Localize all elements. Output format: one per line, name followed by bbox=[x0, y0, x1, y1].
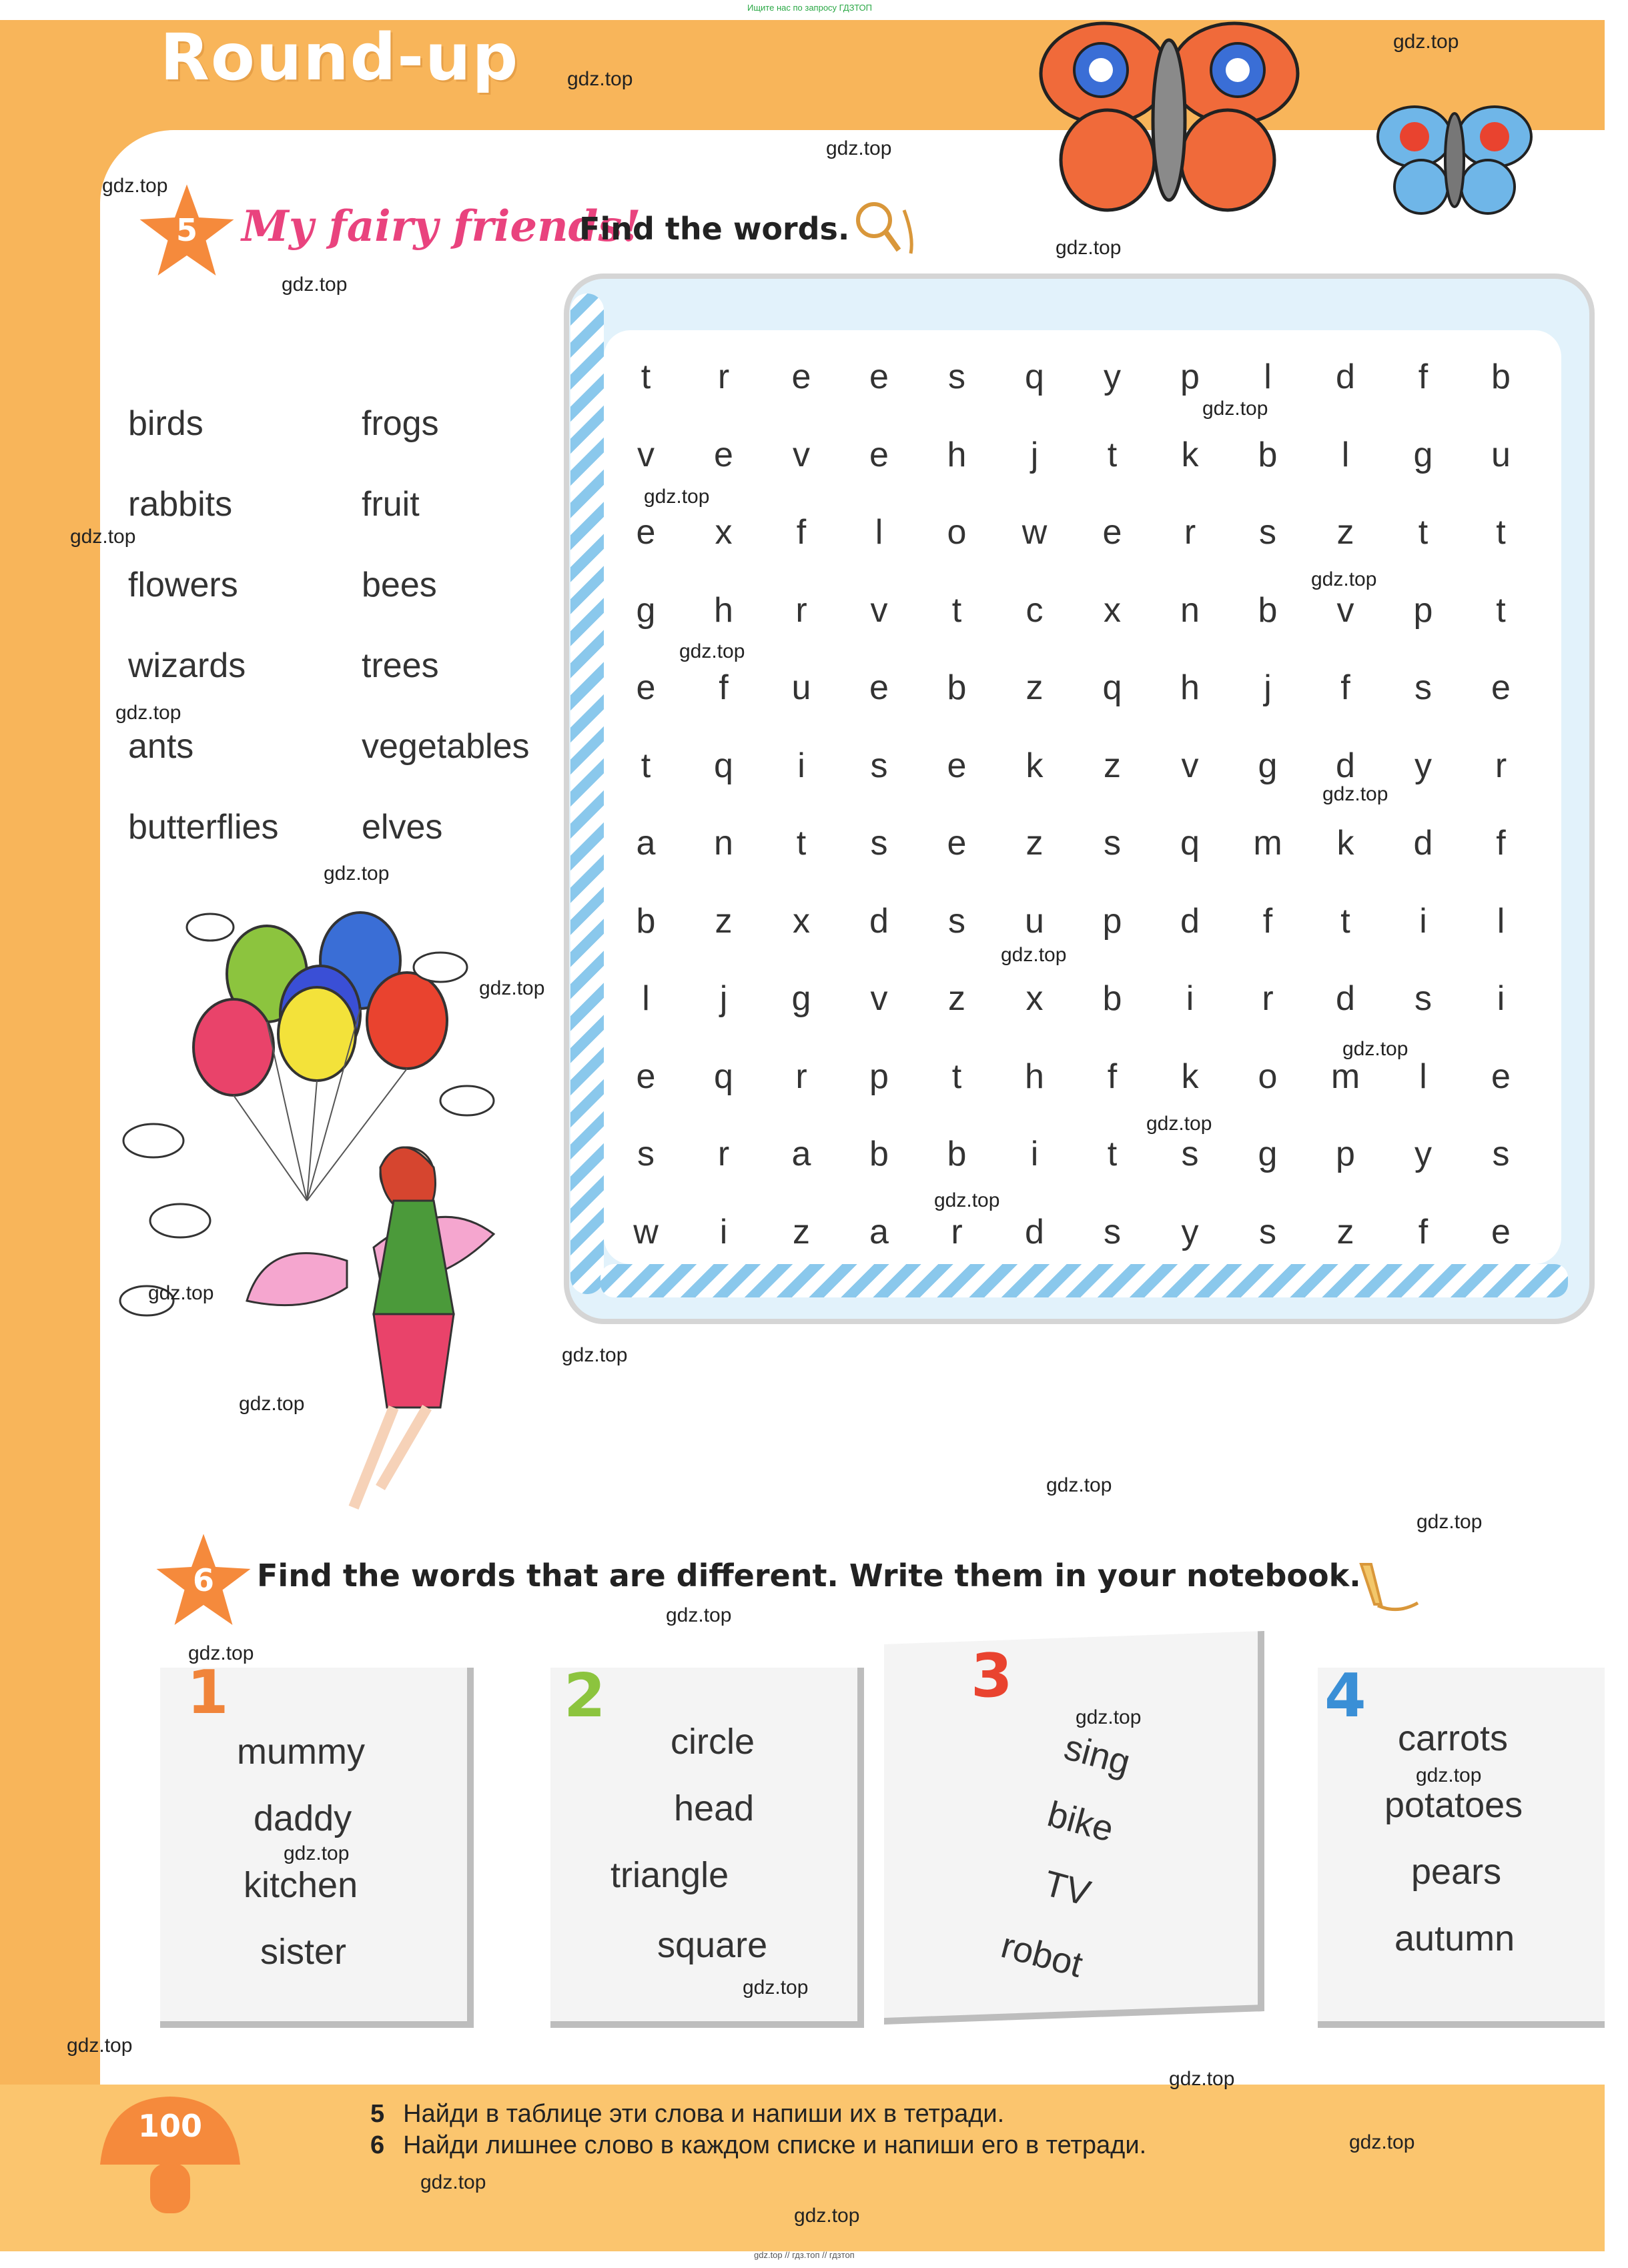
exercise-6-instruction: Find the words that are different. Write them in your notebook. bbox=[257, 1558, 1361, 1594]
watermark: gdz.top bbox=[1311, 568, 1377, 590]
word-group-number: 1 bbox=[187, 1658, 229, 1728]
grid-letter: o bbox=[947, 513, 967, 552]
grid-letter: p bbox=[1336, 1135, 1355, 1173]
word-list-item: flowers bbox=[128, 566, 238, 604]
grid-letter: e bbox=[869, 435, 889, 474]
grid-letter: f bbox=[1262, 901, 1273, 941]
grid-letter: b bbox=[1258, 590, 1278, 630]
grid-letter: n bbox=[1180, 590, 1200, 630]
watermark: gdz.top bbox=[826, 137, 892, 159]
grid-letter: b bbox=[869, 1135, 889, 1173]
watermark: gdz.top bbox=[148, 1282, 214, 1304]
watermark: gdz.top bbox=[1001, 944, 1067, 966]
watermark: gdz.top bbox=[239, 1393, 305, 1415]
word-group-item: bike bbox=[1043, 1794, 1118, 1850]
grid-letter: y bbox=[1104, 358, 1121, 396]
word-list-item: rabbits bbox=[128, 485, 233, 524]
grid-letter: e bbox=[636, 668, 656, 707]
grid-letter: n bbox=[714, 824, 733, 863]
grid-letter: r bbox=[951, 1212, 963, 1251]
grid-letter: f bbox=[1418, 358, 1429, 396]
grid-letter: s bbox=[1259, 513, 1276, 552]
grid-letter: b bbox=[1102, 979, 1122, 1018]
grid-letter: c bbox=[1026, 590, 1044, 630]
grid-letter: s bbox=[1104, 824, 1121, 863]
watermark: gdz.top bbox=[567, 68, 633, 90]
grid-letter: j bbox=[1030, 435, 1039, 474]
watermark: gdz.top bbox=[282, 273, 348, 296]
grid-letter: f bbox=[1340, 668, 1350, 707]
grid-letter: e bbox=[1102, 513, 1122, 552]
grid-letter: s bbox=[1104, 1212, 1121, 1251]
grid-letter: t bbox=[1107, 435, 1118, 474]
exercise-5-fancy-title: My fairy friends! bbox=[242, 201, 641, 251]
word-list-item: vegetables bbox=[362, 727, 530, 766]
watermark: gdz.top bbox=[1416, 1764, 1482, 1786]
grid-letter: q bbox=[1025, 358, 1044, 396]
word-group-number: 2 bbox=[564, 1661, 606, 1731]
word-group-item: potatoes bbox=[1384, 1785, 1523, 1825]
grid-letter: g bbox=[636, 590, 656, 630]
grid-letter: g bbox=[1258, 1135, 1278, 1173]
watermark: gdz.top bbox=[562, 1344, 628, 1366]
watermark: gdz.top bbox=[70, 526, 136, 548]
grid-letter: i bbox=[1186, 979, 1194, 1018]
grid-letter: k bbox=[1026, 746, 1044, 785]
word-group-item: circle bbox=[671, 1722, 755, 1762]
grid-letter: t bbox=[951, 1057, 962, 1096]
grid-letter: j bbox=[719, 979, 728, 1018]
word-search-border-stripes bbox=[600, 1264, 1568, 1297]
watermark: gdz.top bbox=[420, 2171, 486, 2193]
watermark: gdz.top bbox=[102, 175, 168, 197]
grid-letter: v bbox=[870, 979, 888, 1018]
watermark: gdz.top bbox=[1076, 1706, 1142, 1728]
grid-letter: l bbox=[1419, 1057, 1427, 1096]
grid-letter: s bbox=[1259, 1212, 1276, 1251]
grid-letter: j bbox=[1264, 668, 1272, 707]
word-list-item: trees bbox=[362, 646, 439, 685]
grid-letter: v bbox=[870, 590, 888, 630]
grid-letter: r bbox=[795, 1057, 807, 1096]
word-group-item: TV bbox=[1040, 1863, 1095, 1914]
grid-letter: e bbox=[1491, 668, 1511, 707]
grid-letter: m bbox=[1330, 1057, 1360, 1096]
grid-letter: t bbox=[641, 358, 651, 396]
watermark: gdz.top bbox=[743, 1976, 809, 1999]
grid-letter: h bbox=[714, 590, 733, 630]
grid-letter: r bbox=[795, 590, 807, 630]
grid-letter: g bbox=[1258, 746, 1278, 785]
grid-letter: z bbox=[1336, 513, 1354, 552]
grid-letter: z bbox=[1104, 746, 1121, 785]
grid-letter: t bbox=[796, 824, 807, 863]
grid-letter: h bbox=[1025, 1057, 1044, 1096]
watermark: gdz.top bbox=[115, 702, 181, 724]
grid-letter: t bbox=[1340, 901, 1350, 941]
grid-letter: q bbox=[714, 746, 733, 785]
grid-letter: t bbox=[1496, 513, 1506, 552]
grid-letter: d bbox=[1180, 901, 1200, 941]
word-group-item: kitchen bbox=[244, 1865, 358, 1905]
grid-letter: d bbox=[1336, 358, 1355, 396]
grid-letter: y bbox=[1414, 746, 1432, 785]
word-list-item: bees bbox=[362, 566, 437, 604]
grid-letter: z bbox=[948, 979, 965, 1018]
watermark: gdz.top bbox=[324, 863, 390, 885]
grid-letter: w bbox=[633, 1212, 659, 1251]
grid-letter: k bbox=[1181, 1057, 1199, 1096]
grid-letter: m bbox=[1253, 824, 1282, 863]
grid-letter: z bbox=[793, 1212, 810, 1251]
word-group-item: mummy bbox=[237, 1732, 365, 1772]
word-list-item: elves bbox=[362, 808, 443, 846]
grid-letter: v bbox=[1336, 590, 1354, 630]
butterfly-large-icon bbox=[1028, 13, 1314, 227]
top-search-hint[interactable]: Ищите нас по запросу ГДЗТОП bbox=[747, 3, 873, 13]
grid-letter: i bbox=[719, 1212, 728, 1251]
grid-letter: b bbox=[1491, 358, 1511, 396]
exercise-6-number: 6 bbox=[192, 1562, 214, 1598]
word-list-item: birds bbox=[128, 404, 204, 443]
watermark: gdz.top bbox=[1146, 1113, 1212, 1135]
grid-letter: r bbox=[1184, 513, 1196, 552]
grid-letter: s bbox=[948, 901, 965, 941]
grid-letter: l bbox=[1264, 358, 1272, 396]
grid-letter: o bbox=[1258, 1057, 1278, 1096]
watermark: gdz.top bbox=[679, 640, 745, 662]
word-group-item: sing bbox=[1060, 1727, 1135, 1783]
watermark: gdz.top bbox=[1046, 1474, 1112, 1496]
footnote-6: 6 Найди лишнее слово в каждом списке и напиши его в тетради. bbox=[370, 2131, 1147, 2159]
word-list-item: butterflies bbox=[128, 808, 279, 846]
grid-letter: s bbox=[637, 1135, 655, 1173]
watermark: gdz.top bbox=[1349, 2131, 1415, 2153]
footnote-5: 5 Найди в таблице эти слова и напиши их в тетради. bbox=[370, 2100, 1005, 2128]
word-group-item: carrots bbox=[1398, 1718, 1509, 1758]
butterfly-small-icon bbox=[1371, 93, 1538, 220]
watermark: gdz.top bbox=[479, 977, 545, 999]
grid-letter: s bbox=[870, 824, 888, 863]
grid-letter: s bbox=[1181, 1135, 1199, 1173]
grid-letter: e bbox=[636, 513, 656, 552]
grid-letter: q bbox=[1102, 668, 1122, 707]
watermark: gdz.top bbox=[1342, 1038, 1408, 1060]
grid-letter: a bbox=[791, 1135, 811, 1173]
grid-letter: s bbox=[1414, 668, 1432, 707]
grid-letter: z bbox=[1026, 668, 1044, 707]
grid-letter: k bbox=[1336, 824, 1354, 863]
word-group-number: 4 bbox=[1324, 1661, 1366, 1731]
grid-letter: t bbox=[1496, 590, 1506, 630]
grid-letter: r bbox=[717, 358, 730, 396]
grid-letter: v bbox=[637, 435, 655, 474]
grid-letter: z bbox=[715, 901, 733, 941]
grid-letter: t bbox=[1107, 1135, 1118, 1173]
grid-letter: d bbox=[1025, 1212, 1044, 1251]
word-group-item: square bbox=[657, 1925, 768, 1965]
page-number: 100 bbox=[137, 2108, 203, 2144]
grid-letter: l bbox=[1497, 901, 1505, 941]
grid-letter: v bbox=[1181, 746, 1199, 785]
watermark: gdz.top bbox=[794, 2205, 860, 2227]
pencil-icon bbox=[1351, 1558, 1424, 1618]
word-list-item: fruit bbox=[362, 485, 420, 524]
grid-letter: d bbox=[1336, 979, 1355, 1018]
grid-letter: i bbox=[1497, 979, 1505, 1018]
grid-letter: f bbox=[796, 513, 807, 552]
word-group-item: autumn bbox=[1394, 1918, 1515, 1958]
grid-letter: g bbox=[791, 979, 811, 1018]
grid-letter: d bbox=[1336, 746, 1355, 785]
grid-letter: t bbox=[641, 746, 651, 785]
grid-letter: g bbox=[1413, 435, 1433, 474]
grid-letter: i bbox=[797, 746, 805, 785]
grid-letter: x bbox=[793, 901, 810, 941]
exercise-5-number: 5 bbox=[175, 212, 197, 248]
grid-letter: f bbox=[1496, 824, 1506, 863]
grid-letter: x bbox=[1104, 590, 1121, 630]
grid-letter: u bbox=[1025, 901, 1044, 941]
watermark: gdz.top bbox=[644, 486, 710, 508]
word-list-item: wizards bbox=[128, 646, 246, 685]
grid-letter: q bbox=[1180, 824, 1200, 863]
word-group-item: pears bbox=[1411, 1852, 1502, 1892]
grid-letter: e bbox=[636, 1057, 656, 1096]
grid-letter: s bbox=[1414, 979, 1432, 1018]
grid-letter: z bbox=[1026, 824, 1044, 863]
grid-letter: r bbox=[717, 1135, 730, 1173]
word-group-item: head bbox=[674, 1788, 755, 1828]
grid-letter: x bbox=[1026, 979, 1044, 1018]
grid-letter: e bbox=[947, 824, 967, 863]
watermark: gdz.top bbox=[666, 1604, 732, 1626]
grid-letter: p bbox=[869, 1057, 889, 1096]
grid-letter: e bbox=[869, 668, 889, 707]
grid-letter: i bbox=[1419, 901, 1427, 941]
grid-letter: e bbox=[869, 358, 889, 396]
watermark: gdz.top bbox=[1202, 398, 1268, 420]
word-group-item: robot bbox=[997, 1925, 1087, 1985]
watermark: gdz.top bbox=[1416, 1511, 1483, 1533]
exercise-5-instruction: Find the words. bbox=[579, 211, 850, 247]
grid-letter: h bbox=[1180, 668, 1200, 707]
word-group-item: sister bbox=[260, 1932, 347, 1972]
grid-letter: b bbox=[947, 668, 967, 707]
grid-letter: a bbox=[636, 824, 656, 863]
grid-letter: p bbox=[1102, 901, 1122, 941]
word-group-number: 3 bbox=[971, 1641, 1013, 1711]
bottom-site-links[interactable]: gdz.top // гдз.топ // гдзтоп bbox=[754, 2250, 855, 2260]
grid-letter: l bbox=[642, 979, 650, 1018]
grid-letter: u bbox=[791, 668, 811, 707]
grid-letter: y bbox=[1181, 1212, 1199, 1251]
grid-letter: d bbox=[1413, 824, 1433, 863]
grid-letter: r bbox=[1495, 746, 1507, 785]
grid-letter: b bbox=[1258, 435, 1278, 474]
grid-letter: s bbox=[1492, 1135, 1510, 1173]
grid-letter: z bbox=[1336, 1212, 1354, 1251]
grid-letter: r bbox=[1262, 979, 1274, 1018]
word-group-item: daddy bbox=[254, 1798, 352, 1838]
watermark: gdz.top bbox=[1393, 31, 1459, 53]
watermark: gdz.top bbox=[934, 1189, 1000, 1211]
grid-letter: b bbox=[636, 901, 656, 941]
word-list-item: ants bbox=[128, 727, 194, 766]
grid-letter: e bbox=[714, 435, 733, 474]
grid-letter: a bbox=[869, 1212, 889, 1251]
grid-letter: b bbox=[947, 1135, 967, 1173]
grid-letter: f bbox=[719, 668, 729, 707]
grid-letter: d bbox=[869, 901, 889, 941]
grid-letter: k bbox=[1181, 435, 1199, 474]
watermark: gdz.top bbox=[1056, 237, 1122, 259]
watermark: gdz.top bbox=[188, 1642, 254, 1664]
grid-letter: i bbox=[1030, 1135, 1039, 1173]
grid-letter: q bbox=[714, 1057, 733, 1096]
grid-letter: e bbox=[1491, 1212, 1511, 1251]
watermark: gdz.top bbox=[284, 1842, 350, 1864]
watermark: gdz.top bbox=[1169, 2068, 1235, 2090]
grid-letter: h bbox=[947, 435, 967, 474]
word-group-item: triangle bbox=[610, 1855, 729, 1895]
grid-letter: s bbox=[870, 746, 888, 785]
grid-letter: u bbox=[1491, 435, 1511, 474]
grid-letter: e bbox=[947, 746, 967, 785]
grid-letter: y bbox=[1414, 1135, 1432, 1173]
grid-letter: p bbox=[1413, 590, 1433, 630]
magnifier-pencil-icon bbox=[851, 197, 924, 257]
grid-letter: l bbox=[875, 513, 883, 552]
grid-letter: w bbox=[1022, 513, 1048, 552]
grid-letter: t bbox=[951, 590, 962, 630]
grid-letter: f bbox=[1107, 1057, 1118, 1096]
grid-letter: l bbox=[1341, 435, 1350, 474]
grid-letter: e bbox=[1491, 1057, 1511, 1096]
grid-letter: s bbox=[948, 358, 965, 396]
word-search-border-stripes bbox=[570, 294, 604, 1294]
watermark: gdz.top bbox=[67, 2035, 133, 2057]
grid-letter: f bbox=[1418, 1212, 1429, 1251]
grid-letter: e bbox=[791, 358, 811, 396]
grid-letter: t bbox=[1418, 513, 1429, 552]
grid-letter: v bbox=[793, 435, 810, 474]
grid-letter: x bbox=[715, 513, 733, 552]
page-title: Round-up bbox=[160, 20, 520, 95]
watermark: gdz.top bbox=[1322, 783, 1388, 805]
word-list-item: frogs bbox=[362, 404, 439, 443]
grid-letter: p bbox=[1180, 358, 1200, 396]
